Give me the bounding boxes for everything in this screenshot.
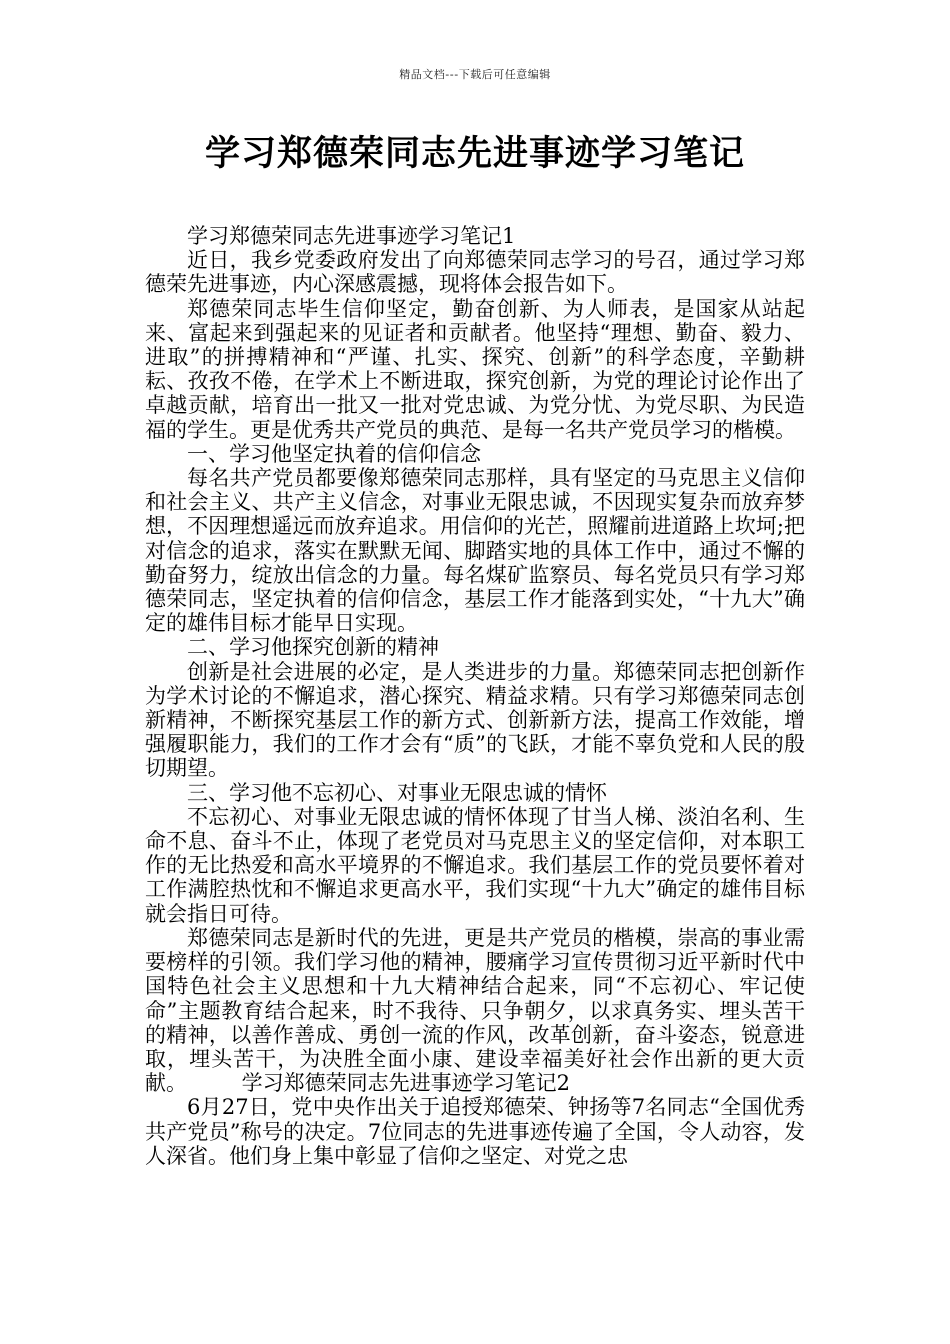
section-heading: 二、学习他探究创新的精神 <box>187 635 439 660</box>
section-heading: 一、学习他坚定执着的信仰信念 <box>187 441 481 466</box>
body-paragraph: 创新是社会进展的必定，是人类进步的力量。郑德荣同志把创新作为学术讨论的不懈追求，潜心探究、精益求精。只有学习郑德荣同志创新精神，不断探究基层工作的新方式、创新新方法，提高工作效能，增强履职能力，我们的工作才会有“质”的飞跃，才能不辜负党和人民的殷切期望。 <box>145 659 805 781</box>
document-body <box>145 224 805 1168</box>
closing-text: 郑德荣同志是新时代的先进，更是共产党员的楷模，崇高的事业需要榜样的引领。我们学习他的精神，腰痛学习宣传贯彻习近平新时代中国特色社会主义思想和十九大精神结合起来，同“不忘初心、牢记使命”主题教育结合起来，时不我待、只争朝夕，以求真务实、埋头苦干的精神，以善作善成、勇创一流的作风，改革创新，奋斗姿态，锐意进取，埋头苦干，为决胜全面小康、建设幸福美好社会作出新的更大贡献。 <box>145 925 805 1096</box>
body-paragraph: 郑德荣同志毕生信仰坚定，勤奋创新、为人师表，是国家从站起来、富起来到强起来的见证者和贡献者。他坚持“理想、勤奋、毅力、进取”的拼搏精神和“严谨、扎实、探究、创新”的科学态度，辛勤耕耘、孜孜不倦，在学术上不断进取，探究创新，为党的理论讨论作出了卓越贡献，培育出一批又一批对党忠诚、为党分忧、为党尽职、为民造福的学生。更是优秀共产党员的典范、是每一名共产党员学习的楷模。 <box>145 296 805 442</box>
second-note-heading: 学习郑德荣同志先进事迹学习笔记2 <box>241 1071 570 1096</box>
section-heading: 三、学习他不忘初心、对事业无限忠诚的情怀 <box>187 780 607 805</box>
body-paragraph: 6月27日，党中央作出关于追授郑德荣、钟扬等7名同志“全国优秀共产党员”称号的决定。7位同志的先进事迹传遍了全国，令人动容，发人深省。他们身上集中彰显了信仰之坚定、对党之忠 <box>145 1095 805 1168</box>
body-paragraph: 近日，我乡党委政府发出了向郑德荣同志学习的号召，通过学习郑德荣先进事迹，内心深感震撼，现将体会报告如下。 <box>145 248 805 297</box>
document-title: 学习郑德荣同志先进事迹学习笔记 <box>204 134 745 174</box>
closing-paragraph <box>145 926 805 1095</box>
note-heading: 学习郑德荣同志先进事迹学习笔记1 <box>187 224 516 248</box>
body-paragraph: 不忘初心、对事业无限忠诚的情怀体现了甘当人梯、淡泊名利、生命不息、奋斗不止，体现了老党员对马克思主义的坚定信仰，对本职工作的无比热爱和高水平境界的不懈追求。我们基层工作的党员要怀着对工作满腔热忱和不懈追求更高水平，我们实现“十九大”确定的雄伟目标就会指日可待。 <box>145 804 805 926</box>
body-paragraph: 每名共产党员都要像郑德荣同志那样，具有坚定的马克思主义信仰和社会主义、共产主义信念，对事业无限忠诚，不因现实复杂而放弃梦想，不因理想遥远而放弃追求。用信仰的光芒，照耀前进道路上坎坷;把对信念的追求，落实在默默无闻、脚踏实地的具体工作中，通过不懈的勤奋努力，绽放出信念的力量。每名煤矿监察员、每名党员只有学习郑德荣同志，坚定执着的信仰信念，基层工作才能落到实处，“十九大”确定的雄伟目标才能早日实现。 <box>145 466 805 636</box>
header-note: 精品文档---下载后可任意编辑 <box>399 68 551 81</box>
